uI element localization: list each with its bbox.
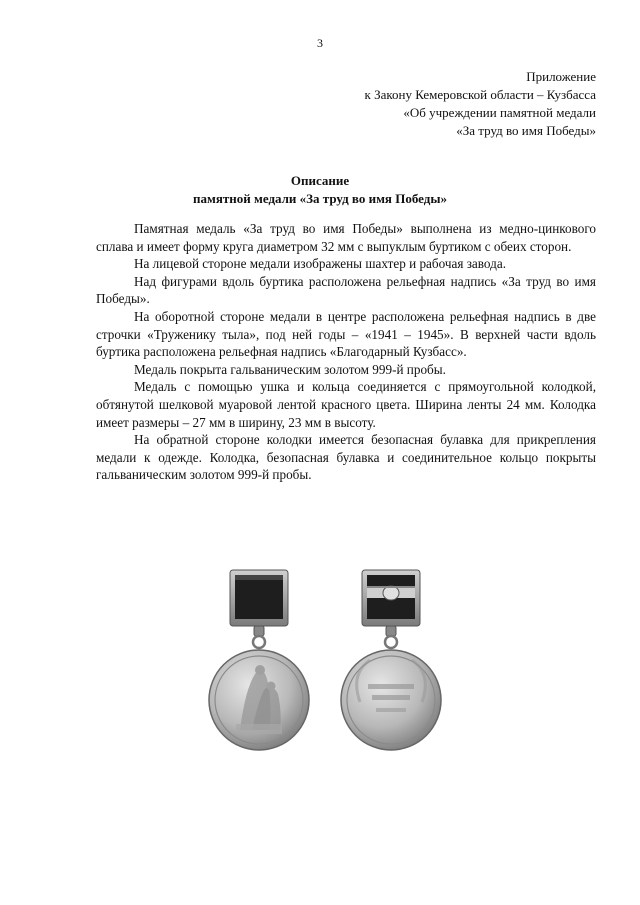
page-number: 3 xyxy=(317,36,323,50)
document-title xyxy=(0,172,640,208)
appendix-line: «За труд во имя Победы» xyxy=(456,123,596,138)
paragraph: На обратной стороне колодки имеется безопасная булавка для прикрепления медали к одежде. Колодка, безопасная булавка и соединительное кольцо покрыты гальваническим золотом 999-й пробы. xyxy=(96,432,596,483)
paragraph: Медаль с помощью ушка и кольца соединяется с прямоугольной колодкой, обтянутой шелковой муаровой лентой красного цвета. Ширина ленты 24 мм. Колодка имеет размеры – 27 мм в ширину, 23 мм в высоту. xyxy=(96,379,596,430)
medal-illustration xyxy=(200,562,460,802)
description-body xyxy=(96,220,596,484)
appendix-line: к Закону Кемеровской области – Кузбасса xyxy=(364,87,596,102)
medal-images xyxy=(200,562,460,802)
paragraph: На оборотной стороне медали в центре расположена рельефная надпись в две строчки «Труженику тыла», под ней годы – «1941 – 1945». В верхней части вдоль буртика расположена рельефная надпись «Благодарный Кузбасс». xyxy=(96,308,596,360)
medal-back-image xyxy=(341,570,441,750)
title-line: памятной медали «За труд во имя Победы» xyxy=(193,191,447,206)
paragraph: Над фигурами вдоль буртика расположена рельефная надпись «За труд во имя Победы». xyxy=(96,273,596,307)
appendix-header xyxy=(365,68,597,140)
appendix-line: «Об учреждении памятной медали xyxy=(403,105,596,120)
paragraph: На лицевой стороне медали изображены шахтер и рабочая завода. xyxy=(134,256,506,272)
medal-front-image xyxy=(209,570,309,750)
appendix-line: Приложение xyxy=(526,69,596,84)
title-line: Описание xyxy=(290,173,350,188)
paragraph: Памятная медаль «За труд во имя Победы» выполнена из медно-цинкового сплава и имеет форму круга диаметром 32 мм с выпуклым буртиком с обеих сторон. xyxy=(96,221,596,254)
paragraph: Медаль покрыта гальваническим золотом 999-й пробы. xyxy=(134,361,446,377)
